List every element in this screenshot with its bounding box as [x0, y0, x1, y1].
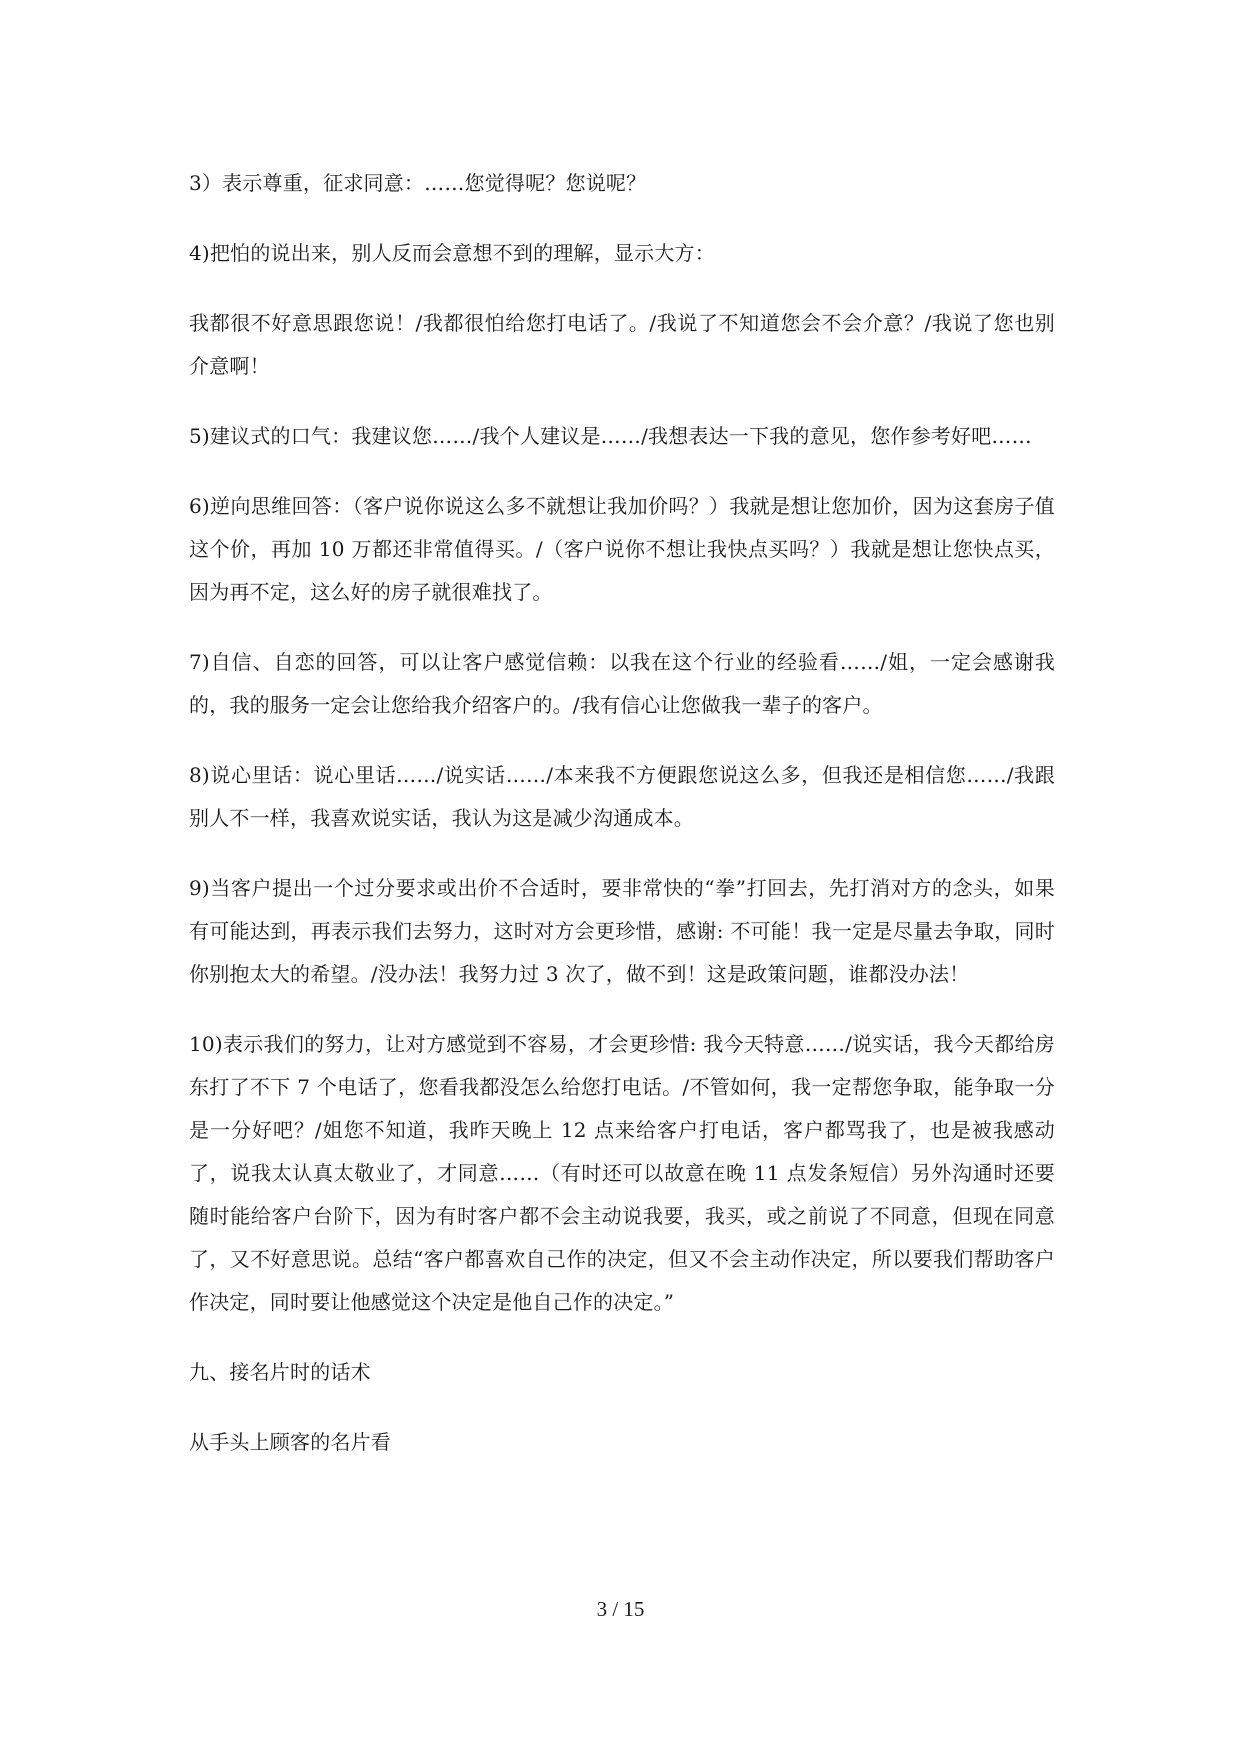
paragraph-show-effort: 10)表示我们的努力，让对方感觉到不容易，才会更珍惜: 我今天特意……/说实话，我今天都给房东打了不下 7 个电话了，您看我都没怎么给您打电话。/不管如何，我一定帮您争取，能争取一分是一分好吧？/姐您不知道，我昨天晚上 12 点来给客户打电话，客户都骂我了，也是被我感动了，说我太认真太敬业了，才同意……（有时还可以故意在晚 11 点发条短信）另外沟通时还要随时能给客户台阶下，因为有时客户都不会主动说我要，我买，或之前说了不同意，但现在同意了，又不好意思说。总结“客户都喜欢自己作的决定，但又不会主动作决定，所以要我们帮助客户作决定，同时要让他感觉这个决定是他自己作的决定。”	[189, 1032, 1055, 1314]
section-heading-business-card: 九、接名片时的话术	[189, 1360, 371, 1384]
page-number: 3 / 15	[596, 1597, 645, 1621]
paragraph-confident-answer: 7)自信、自恋的回答，可以让客户感觉信赖：以我在这个行业的经验看……/姐，一定会感谢我的，我的服务一定会让您给我介绍客户的。/我有信心让您做我一辈子的客户。	[189, 650, 1055, 717]
paragraph-excessive-request: 9)当客户提出一个过分要求或出价不合适时，要非常快的“拳”打回去，先打消对方的念头，如果有可能达到，再表示我们去努力，这时对方会更珍惜，感谢: 不可能！我一定是尽量去争取，同时你别抱太大的希望。/没办法！我努力过 3 次了，做不到！这是政策问题，谁都没办法！	[189, 876, 1055, 986]
paragraph-suggestion-tone: 5)建议式的口气：我建议您……/我个人建议是……/我想表达一下我的意见，您作参考好吧……	[189, 424, 1032, 448]
paragraph-reverse-thinking: 6)逆向思维回答：（客户说你说这么多不就想让我加价吗？）我就是想让您加价，因为这套房子值这个价，再加 10 万都还非常值得买。/（客户说你不想让我快点买吗？）我就是想让您快点买，因为再不定，这么好的房子就很难找了。	[189, 494, 1055, 604]
paragraph-say-worries: 4)把怕的说出来，别人反而会意想不到的理解，显示大方：	[189, 241, 715, 265]
paragraph-heart-words: 8)说心里话：说心里话……/说实话……/本来我不方便跟您说这么多，但我还是相信您……/我跟别人不一样，我喜欢说实话，我认为这是减少沟通成本。	[189, 763, 1055, 830]
page-content	[189, 162, 1055, 1491]
paragraph-respect: 3）表示尊重，征求同意：……您觉得呢？您说呢？	[189, 171, 647, 195]
paragraph-worries-examples: 我都很不好意思跟您说！/我都很怕给您打电话了。/我说了不知道您会不会介意？/我说了您也别介意啊！	[189, 311, 1055, 378]
paragraph-business-card: 从手头上顾客的名片看	[189, 1430, 391, 1454]
